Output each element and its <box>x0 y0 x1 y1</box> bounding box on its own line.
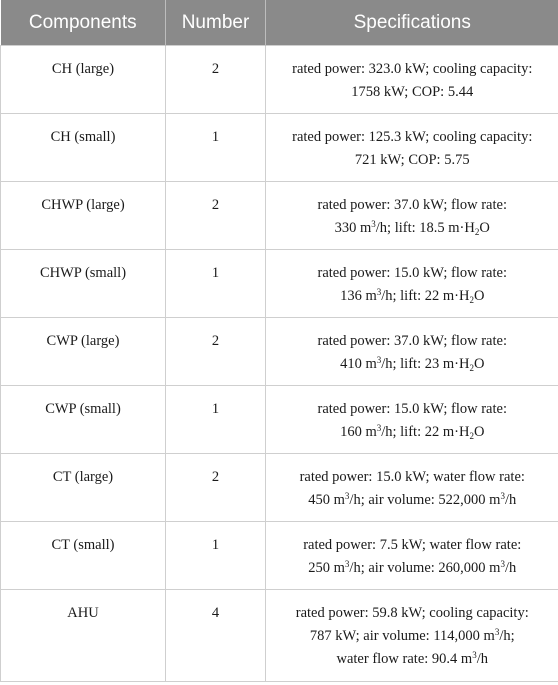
spec-line: rated power: 323.0 kW; cooling capacity: <box>292 61 533 77</box>
specifications-cell <box>266 522 558 590</box>
spec-line: rated power: 7.5 kW; water flow rate: <box>303 537 522 553</box>
header-number: Number <box>166 0 266 46</box>
table-row <box>1 590 558 682</box>
spec-line: rated power: 37.0 kW; flow rate: <box>317 197 507 213</box>
table-row <box>1 522 558 590</box>
specifications-cell <box>266 46 558 114</box>
component-cell: CHWP (large) <box>1 182 166 250</box>
spec-line: 1758 kW; COP: 5.44 <box>351 84 474 100</box>
table-row <box>1 318 558 386</box>
spec-line: 721 kW; COP: 5.75 <box>354 152 470 168</box>
specifications-cell <box>266 182 558 250</box>
spec-line: 160 $m^3/h$; lift: 22 $m\cdot H_2O$ <box>340 423 485 441</box>
table-row <box>1 454 558 522</box>
component-cell: CHWP (small) <box>1 250 166 318</box>
specifications-cell <box>266 386 558 454</box>
table-row <box>1 114 558 182</box>
table-row <box>1 46 558 114</box>
spec-line: 250 $m^3/h$; air volume: 260,000 $m^3/h$ <box>308 559 517 576</box>
component-cell: CT (large) <box>1 454 166 522</box>
number-cell: 2 <box>166 182 266 250</box>
specifications-cell <box>266 114 558 182</box>
component-cell: CWP (large) <box>1 318 166 386</box>
spec-line: rated power: 37.0 kW; flow rate: <box>317 333 507 349</box>
spec-line: 136 $m^3/h$; lift: 22 $m\cdot H_2O$ <box>340 287 485 305</box>
specifications-cell <box>266 454 558 522</box>
table-body <box>1 46 558 682</box>
specifications-cell <box>266 318 558 386</box>
spec-line: rated power: 15.0 kW; water flow rate: <box>299 469 525 485</box>
spec-line: rated power: 15.0 kW; flow rate: <box>317 265 507 281</box>
table-row <box>1 182 558 250</box>
header-components: Components <box>1 0 166 46</box>
header-row <box>1 0 558 46</box>
component-cell: CT (small) <box>1 522 166 590</box>
component-cell: CWP (small) <box>1 386 166 454</box>
number-cell: 1 <box>166 250 266 318</box>
number-cell: 1 <box>166 386 266 454</box>
spec-line: water flow rate: 90.4 $m^3/h$ <box>336 650 488 667</box>
spec-line: rated power: 15.0 kW; flow rate: <box>317 401 507 417</box>
number-cell: 2 <box>166 46 266 114</box>
specifications-cell <box>266 250 558 318</box>
component-cell: CH (large) <box>1 46 166 114</box>
number-cell: 1 <box>166 522 266 590</box>
spec-line: 330 $m^3/h$; lift: 18.5 $m\cdot H_2O$ <box>334 219 490 237</box>
component-cell: AHU <box>1 590 166 682</box>
spec-line: 450 $m^3/h$; air volume: 522,000 $m^3/h$ <box>308 491 517 508</box>
spec-line: 787 kW; air volume: 114,000 $m^3/h$; <box>309 627 515 644</box>
number-cell: 1 <box>166 114 266 182</box>
spec-line: rated power: 125.3 kW; cooling capacity: <box>292 129 533 145</box>
number-cell: 2 <box>166 318 266 386</box>
spec-line: 410 $m^3/h$; lift: 23 $m\cdot H_2O$ <box>340 355 485 373</box>
component-cell: CH (small) <box>1 114 166 182</box>
spec-line: rated power: 59.8 kW; cooling capacity: <box>295 605 529 621</box>
header-specifications: Specifications <box>266 0 558 46</box>
table-row <box>1 250 558 318</box>
number-cell: 4 <box>166 590 266 682</box>
table-row <box>1 386 558 454</box>
table-header <box>1 0 558 46</box>
specifications-cell <box>266 590 558 682</box>
number-cell: 2 <box>166 454 266 522</box>
